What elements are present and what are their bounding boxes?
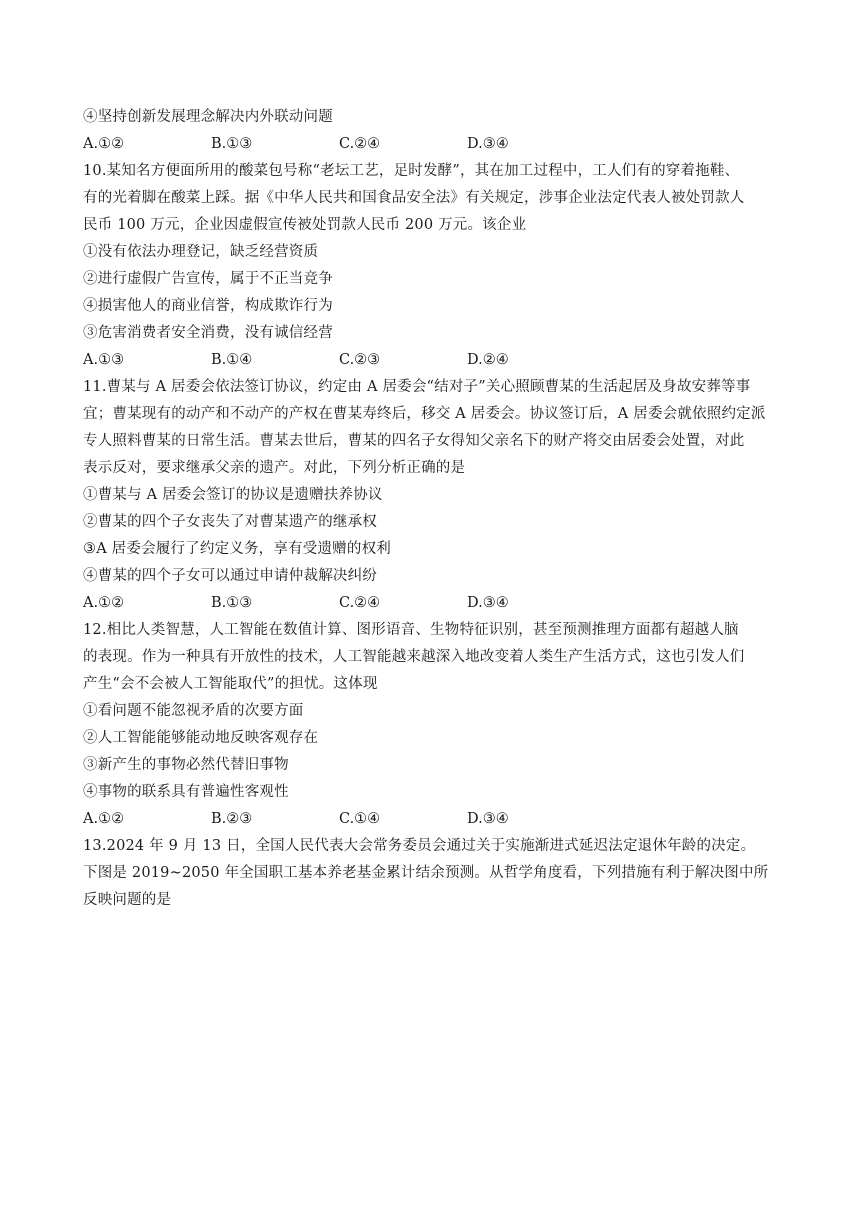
q10-option-c: C.②③ — [339, 352, 381, 368]
q12-stem-line: 12.相比人类智慧，人工智能在数值计算、图形语音、生物特征识别，甚至预测推理方面都有超越人脑 — [83, 622, 739, 638]
q12-item: ②人工智能能够能动地反映客观存在 — [83, 730, 319, 746]
q11-item: ①曹某与 A 居委会签订的协议是遗赠扶养协议 — [83, 487, 383, 503]
q11-option-b: B.①③ — [211, 595, 253, 611]
q12-option-b: B.②③ — [211, 811, 253, 827]
q10-item: ②进行虚假广告宣传，属于不正当竞争 — [83, 271, 333, 287]
document-page — [83, 104, 783, 914]
q10-option-a: A.①③ — [83, 352, 125, 368]
q13-stem-line: 反映问题的是 — [83, 892, 172, 908]
q9-option-c: C.②④ — [339, 136, 381, 152]
q9-item-4: ④坚持创新发展理念解决内外联动问题 — [83, 109, 333, 125]
q12-option-a: A.①② — [83, 811, 125, 827]
q9-options — [83, 131, 783, 158]
q10-option-d: D.②④ — [467, 352, 509, 368]
q13-stem-line: 13.2024 年 9 月 13 日，全国人民代表大会常务委员会通过关于实施渐进式延迟法定退休年龄的决定。 — [83, 838, 756, 854]
q11-item: ④曹某的四个子女可以通过申请仲裁解决纠纷 — [83, 568, 377, 584]
q12-option-d: D.③④ — [467, 811, 509, 827]
q10-stem-line: 有的光着脚在酸菜上踩。据《中华人民共和国食品安全法》有关规定，涉事企业法定代表人被处罚款人 — [83, 190, 745, 206]
q11-item: ②曹某的四个子女丧失了对曹某遗产的继承权 — [83, 514, 377, 530]
q12-stem-line: 的表现。作为一种具有开放性的技术，人工智能越来越深入地改变着人类生产生活方式，这也引发人们 — [83, 649, 745, 665]
q10-stem-line: 民币 100 万元，企业因虚假宣传被处罚款人民币 200 万元。该企业 — [83, 217, 527, 233]
q9-option-d: D.③④ — [467, 136, 509, 152]
q13-stem-line: 下图是 2019~2050 年全国职工基本养老基金累计结余预测。从哲学角度看，下列措施有利于解决图中所 — [83, 865, 769, 881]
q12-stem-line: 产生“会不会被人工智能取代”的担忧。这体现 — [83, 676, 378, 692]
q10-item: ④损害他人的商业信誉，构成欺诈行为 — [83, 298, 333, 314]
q11-stem-line: 11.曹某与 A 居委会依法签订协议，约定由 A 居委会“结对子”关心照顾曹某的生活起居及身故安葬等事 — [83, 379, 751, 395]
q11-stem-line: 专人照料曹某的日常生活。曹某去世后，曹某的四名子女得知父亲名下的财产将交由居委会处置，对此 — [83, 433, 745, 449]
q10-stem-line: 10.某知名方便面所用的酸菜包号称“老坛工艺，足时发酵”，其在加工过程中，工人们有的穿着拖鞋、 — [83, 163, 740, 179]
q10-item: ①没有依法办理登记，缺乏经营资质 — [83, 244, 319, 260]
q10-option-b: B.①④ — [211, 352, 253, 368]
q11-stem-line: 宜；曹某现有的动产和不动产的产权在曹某寿终后，移交 A 居委会。协议签订后，A 居委会就依照约定派 — [83, 406, 766, 422]
q12-options — [83, 806, 783, 833]
q11-options — [83, 590, 783, 617]
q11-stem-line: 表示反对，要求继承父亲的遗产。对此，下列分析正确的是 — [83, 460, 466, 476]
q12-item: ③新产生的事物必然代替旧事物 — [83, 757, 289, 773]
q11-item: ③A 居委会履行了约定义务，享有受遗赠的权利 — [83, 541, 391, 557]
q12-item: ①看问题不能忽视矛盾的次要方面 — [83, 703, 304, 719]
q12-item: ④事物的联系具有普遍性客观性 — [83, 784, 289, 800]
q10-options — [83, 347, 783, 374]
q9-option-b: B.①③ — [211, 136, 253, 152]
q12-option-c: C.①④ — [339, 811, 381, 827]
q9-option-a: A.①② — [83, 136, 125, 152]
q11-option-c: C.②④ — [339, 595, 381, 611]
q11-option-a: A.①② — [83, 595, 125, 611]
q10-item: ③危害消费者安全消费，没有诚信经营 — [83, 325, 333, 341]
q11-option-d: D.③④ — [467, 595, 509, 611]
